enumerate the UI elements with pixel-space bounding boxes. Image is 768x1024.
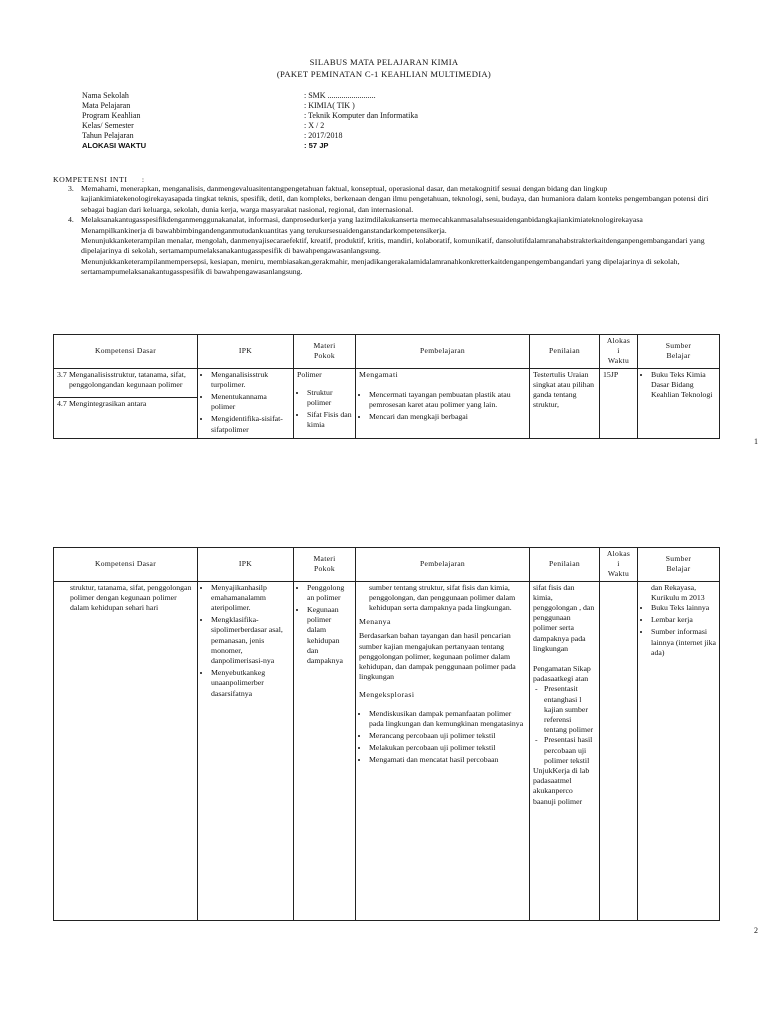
header-penilaian: Penilaian [530, 335, 600, 369]
table-row [54, 581, 720, 920]
cell-kd: 3.7 Menganalisisstruktur, tatanama, sifat, penggolongandan kegunaan polimer 4.7 Mengintegrasikan antara [54, 368, 198, 438]
header-alokasi: Alokas i Waktu [600, 335, 638, 369]
table-header-row [54, 335, 720, 369]
page-number-1: 1 [754, 437, 758, 446]
ki-item-4: 4. Melaksanakantugasspesifikdenganmenggunakanalat, informasi, danprosedurkerja yang lazimdilakukanserta memecahkanmasalahsesuaidenganbidangkajiankimiateknologirekayasa Menampilkankinerja di bawahbimbingandenganmutudankuantitas yang terukursesuaidenganstandarkompetensikerja. Menunjukkanketerampilan menalar, mengolah, danmenyajisecaraefektif, kreatif, produktif, kritis, mandiri, kolaboratif, komunikatif, dansolutifdalamranahabstrakterkaitdenganpengembangandari yang dipelajarinya di sekolah, sertamampumelaksanakantugasspesifik di bawahpengawasanlangsung. Menunjukkanketerampilanmempersepsi, kesiapan, meniru, membiasakan,gerakmahir, menjadikangerakalamidalamranahkonkretterkaitdenganpengembangandari yang dipelajarinya di sekolah, sertamampumelaksanakantugasspesifik di bawahpengawasanlangsung. [68, 215, 705, 277]
header-sumber: Sumber Belajar [638, 548, 720, 582]
header-materi: Materi Pokok [294, 335, 356, 369]
header-pembelajaran: Pembelajaran [356, 335, 530, 369]
cell-alokasi [600, 581, 638, 920]
cell-sumber: dan Rekayasa, Kurikulu m 2013 • Buku Teks lainnya • Lembar kerja • Sumber informasi lainnya (internet jika ada) [638, 581, 720, 920]
kompetensi-inti-heading: KOMPETENSI INTI : [53, 175, 145, 184]
cell-alokasi: 15JP [600, 368, 638, 438]
header-kd: Kompetensi Dasar [54, 335, 198, 369]
title-line-1: SILABUS MATA PELAJARAN KIMIA [309, 57, 459, 67]
syllabus-table-page-1 [53, 334, 720, 439]
header-ipk: IPK [198, 335, 294, 369]
cell-kd: struktur, tatanama, sifat, penggolongan polimer dengan kegunaan polimer dalam kehidupan sehari hari [54, 581, 198, 920]
header-alokasi: Alokas i Waktu [600, 548, 638, 582]
cell-penilaian: Testertulis Uraian singkat atau pilihan ganda tentang struktur, [530, 368, 600, 438]
kompetensi-inti-list [68, 184, 720, 278]
header-materi: Materi Pokok [294, 548, 356, 582]
header-sumber: Sumber Belajar [638, 335, 720, 369]
cell-pembelajaran: Mengamati • Mencermati tayangan pembuatan plastik atau pemrosesan karet atau polimer yang lain. • Mencari dan mengkaji berbagai [356, 368, 530, 438]
page-number-2: 2 [754, 926, 758, 935]
cell-pembelajaran: sumber tentang struktur, sifat fisis dan kimia, penggolongan, dan penggunaan polimer dalam kehidupan serta dampaknya pada lingkungan. Menanya Berdasarkan bahan tayangan dan hasil pencarian sumber kajian mengajukan pertanyaan tentang penggolongan polimer, kegunaan polimer dalam kehidupan, dan dampak penggunaan polimer pada lingkungan Mengeksplorasi • Mendiskusikan dampak pemanfaatan polimer pada lingkungan dan kemungkinan mengatasinya • Merancang percobaan uji polimer tekstil • Melakukan percobaan uji polimer tekstil • Mengamati dan mencatat hasil percobaan [356, 581, 530, 920]
title-line-2: (PAKET PEMINATAN C-1 KEAHLIAN MULTIMEDIA) [276, 69, 492, 79]
header-pembelajaran: Pembelajaran [356, 548, 530, 582]
ki-item-3: 3. Memahami, menerapkan, menganalisis, danmengevaluasitentangpengetahuan faktual, konseptual, operasional dasar, dan metakognitif sesuai dengan bidang dan lingkup kajiankimiatekenologirekayasapada tingkat teknis, spesifik, detil, dan kompleks, berkenaan dengan ilmu pengetahuan, teknologi, seni, budaya, dan humaniora dalam konteks pengembangan potensi diri sebagai bagian dari keluarga, sekolah, dunia kerja, warga masyarakat nasional, regional, dan internasional. [68, 184, 709, 214]
header-ipk: IPK [198, 548, 294, 582]
cell-materi: • Penggolong an polimer • Kegunaan polimer dalam kehidupan dan dampaknya [294, 581, 356, 920]
document-title [0, 56, 768, 80]
cell-materi: Polimer • Struktur polimer • Sifat Fisis dan kimia [294, 368, 356, 438]
table-row [54, 368, 720, 438]
cell-ipk: • Menyajikanhasilp emahamanalamm ateripolimer. • Mengklasifika-sipolimerberdasar asal, pemanasan, jenis monomer, danpolimerisasi-nya • Menyebutkankeg unaanpolimerber dasarsifatnya [198, 581, 294, 920]
page-1: SILABUS MATA PELAJARAN KIMIA (PAKET PEMINATAN C-1 KEAHLIAN MULTIMEDIA) Nama Sekolah : SMK ........................ Mata Pelajaran : KIMIA( TIK ) Program Keahlian : Teknik Komputer dan Informatika Kelas/ Semester : X / 2 Tahun Pelajaran : 2017/2018 ALOKASI WAKTU : 57 JP KOMPETENSI INTI : 3. Memahami, menerapkan, menganalisis, danmengevaluasitentangpengetahuan faktual, konseptual, operasional dasar, dan metakognitif sesuai dengan bidang dan lingkup kajiankimiatekenologirekayasapada tingkat teknis, spesifik, detil, dan kompleks, berkenaan dengan ilmu pengetahuan, teknologi, seni, budaya, dan humaniora dalam konteks pengembangan potensi diri sebagai bagian dari keluarga, sekolah, dunia kerja, warga masyarakat nasional, regional, dan internasional. 4. Melaksanakantugasspesifikdenganmenggunakanalat, informasi, danprosedurkerja yang lazimdilakukanserta memecahkanmasalahsesuaidenganbidangkajiankimiateknologirekayasa Menampilkankinerja di bawahbimbingandenganmutudankuantitas yang terukursesuaidenganstandarkompetensikerja. Menunjukkanketerampilan menalar, mengolah, danmenyajisecaraefektif, kreatif, produktif, kritis, mandiri, kolaboratif, komunikatif, dansolutifdalamranahabstrakterkaitdenganpengembangandari yang dipelajarinya di sekolah, sertamampumelaksanakantugasspesifik di bawahpengawasanlangsung. Menunjukkanketerampilanmempersepsi, kesiapan, meniru, membiasakan,gerakmahir, menjadikangerakalamidalamranahkonkretterkaitdenganpengembangandari yang dipelajarinya di sekolah, sertamampumelaksanakantugasspesifik di bawahpengawasanlangsung. Kompetensi Dasar IPK Materi Pokok Pembelajaran Penilaian Alokas i Waktu Sumber Belajar 3.7 Menganalisisstruktur, tatanama, sifat, penggolongandan kegunaan polimer 4.7 Mengintegrasikan antara • Menganalisisstruk turpolimer. • Menentukannama polimer • Mengidentifika-sisifat-sifatpolimer Polimer • Struktur polimer • Sifat Fisis dan kimia Mengamati • Mencermati tayangan pembuatan plastik atau pemrosesan karet atau polimer yang lain. • Mencari dan mengkaji berbagai Testertulis Uraian singkat atau pilihan ganda tentang struktur, 15JP • Buku Teks Kimia Dasar Bidang Keahlian Teknologi 1 [0, 0, 768, 468]
cell-sumber: • Buku Teks Kimia Dasar Bidang Keahlian Teknologi [638, 368, 720, 438]
header-penilaian: Penilaian [530, 548, 600, 582]
cell-penilaian: sifat fisis dan kimia, penggolongan , dan penggunaan polimer serta dampaknya pada lingkungan Pengamatan Sikap padasaatkegi atan - Presentasit entanghasi l kajian sumber referensi tentang polimer - Presentasi hasil percobaan uji polimer tekstil UnjukKerja di lab padasaatmel akukanperco baanuji polimer [530, 581, 600, 920]
cell-ipk: • Menganalisisstruk turpolimer. • Menentukannama polimer • Mengidentifika-sisifat-sifatpolimer [198, 368, 294, 438]
table-header-row [54, 548, 720, 582]
header-kd: Kompetensi Dasar [54, 548, 198, 582]
syllabus-table-page-2 [53, 547, 720, 921]
